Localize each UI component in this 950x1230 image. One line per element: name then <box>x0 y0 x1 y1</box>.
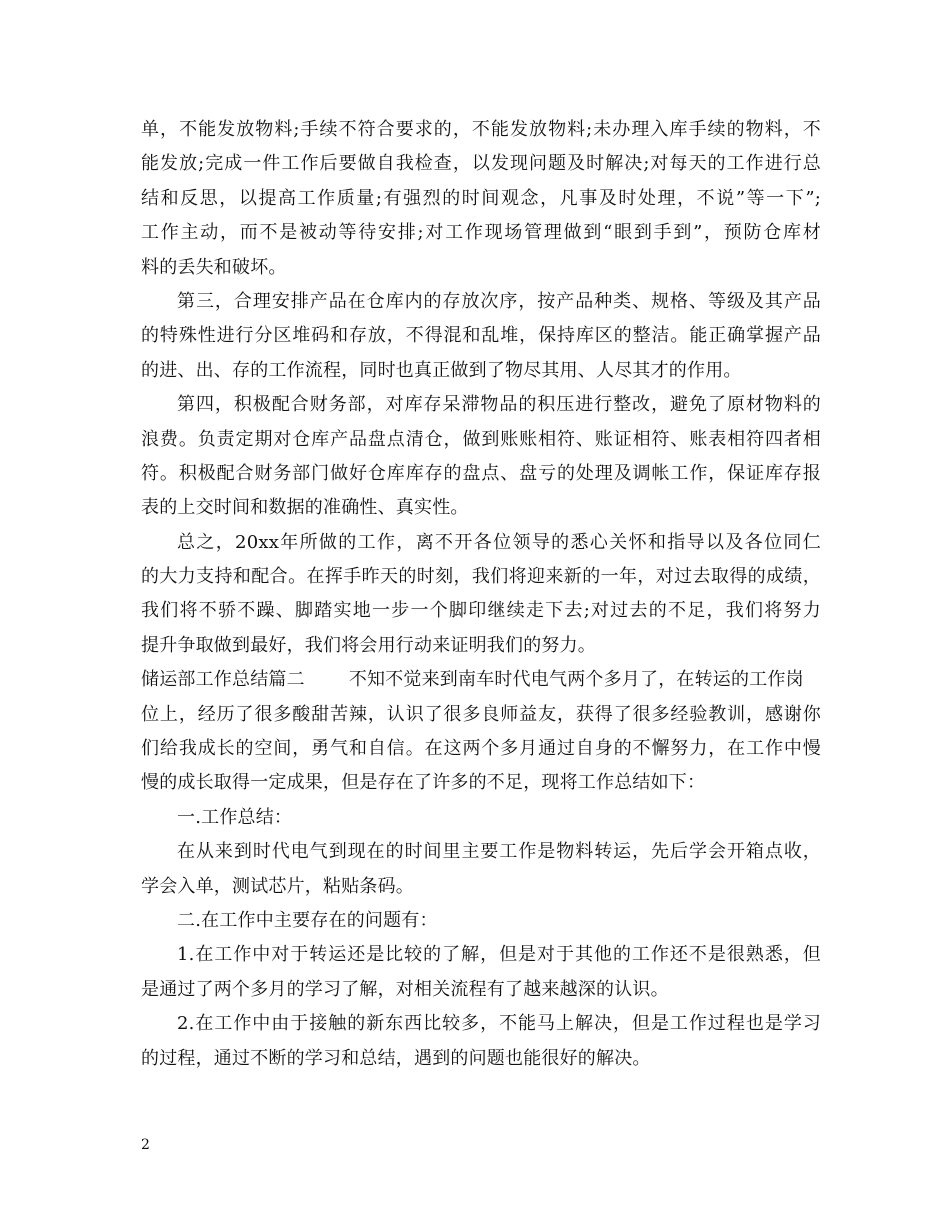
text-line: 我们将不骄不躁、脚踏实地一步一个脚印继续走下去;对过去的不足，我们将努力 <box>141 600 821 622</box>
text-line: 的进、出、存的工作流程，同时也真正做到了物尽其用、人尽其才的作用。 <box>141 359 742 381</box>
text-line: 位上，经历了很多酸甜苦辣，认识了很多良师益友，获得了很多经验教训，感谢你 <box>141 703 821 725</box>
text-line: 的特殊性进行分区堆码和存放，不得混和乱堆，保持库区的整洁。能正确掌握产品 <box>141 325 821 347</box>
text-line: 第四，积极配合财务部，对库存呆滞物品的积压进行整改，避免了原材物料的 <box>177 394 821 416</box>
text-line: 不知不觉来到南车时代电气两个多月了，在转运的工作岗 <box>348 669 804 691</box>
text-line: 二.在工作中主要存在的问题有： <box>177 909 438 931</box>
text-line: 工作主动，而不是被动等待安排;对工作现场管理做到“眼到手到”，预防仓库材 <box>141 222 821 244</box>
text-line: 慢的成长取得一定成果，但是存在了许多的不足，现将工作总结如下： <box>141 772 706 794</box>
body-text <box>141 113 821 1076</box>
text-line: 表的上交时间和数据的准确性、真实性。 <box>141 497 469 519</box>
text-line: 单，不能发放物料;手续不符合要求的，不能发放物料;未办理入库手续的物料，不 <box>141 119 821 140</box>
text-line: 在从来到时代电气到现在的时间里主要工作是物料转运，先后学会开箱点收， <box>177 841 821 863</box>
text-line: 第三，合理安排产品在仓库内的存放次序，按产品种类、规格、等级及其产品 <box>177 290 821 312</box>
text-line: 提升争取做到最好，我们将会用行动来证明我们的努力。 <box>141 634 596 656</box>
text-line: 料的丢失和破坏。 <box>141 256 287 278</box>
text-line: 结和反思，以提高工作质量;有强烈的时间观念，凡事及时处理，不说”等一下”; <box>141 187 821 209</box>
text-line: 2.在工作中由于接触的新东西比较多，不能马上解决，但是工作过程也是学习 <box>177 1013 821 1035</box>
text-line: 的大力支持和配合。在挥手昨天的时刻，我们将迎来新的一年，对过去取得的成绩， <box>141 566 821 588</box>
section-heading: 储运部工作总结篇二 <box>141 669 305 691</box>
text-line: 们给我成长的空间，勇气和自信。在这两个多月通过自身的不懈努力，在工作中慢 <box>141 738 821 760</box>
text-line: 能发放;完成一件工作后要做自我检查，以发现问题及时解决;对每天的工作进行总 <box>141 153 821 175</box>
text-line: 总之，20xx年所做的工作，离不开各位领导的悉心关怀和指导以及各位同仁 <box>177 531 821 553</box>
page-number: 2 <box>141 1137 150 1153</box>
text-line: 是通过了两个多月的学习了解，对相关流程有了越来越深的认识。 <box>141 978 669 1000</box>
text-line: 学会入单，测试芯片，粘贴条码。 <box>141 875 414 897</box>
text-line: 符。积极配合财务部门做好仓库库存的盘点、盘亏的处理及调帐工作，保证库存报 <box>141 462 821 484</box>
text-line: 的过程，通过不断的学习和总结，遇到的问题也能很好的解决。 <box>141 1047 651 1069</box>
text-line: 浪费。负责定期对仓库产品盘点清仓，做到账账相符、账证相符、账表相符四者相 <box>141 428 821 450</box>
text-line: 1.在工作中对于转运还是比较的了解，但是对于其他的工作还不是很熟悉，但 <box>177 944 821 966</box>
section-heading-line <box>141 663 821 697</box>
text-line: 一.工作总结： <box>177 806 293 828</box>
